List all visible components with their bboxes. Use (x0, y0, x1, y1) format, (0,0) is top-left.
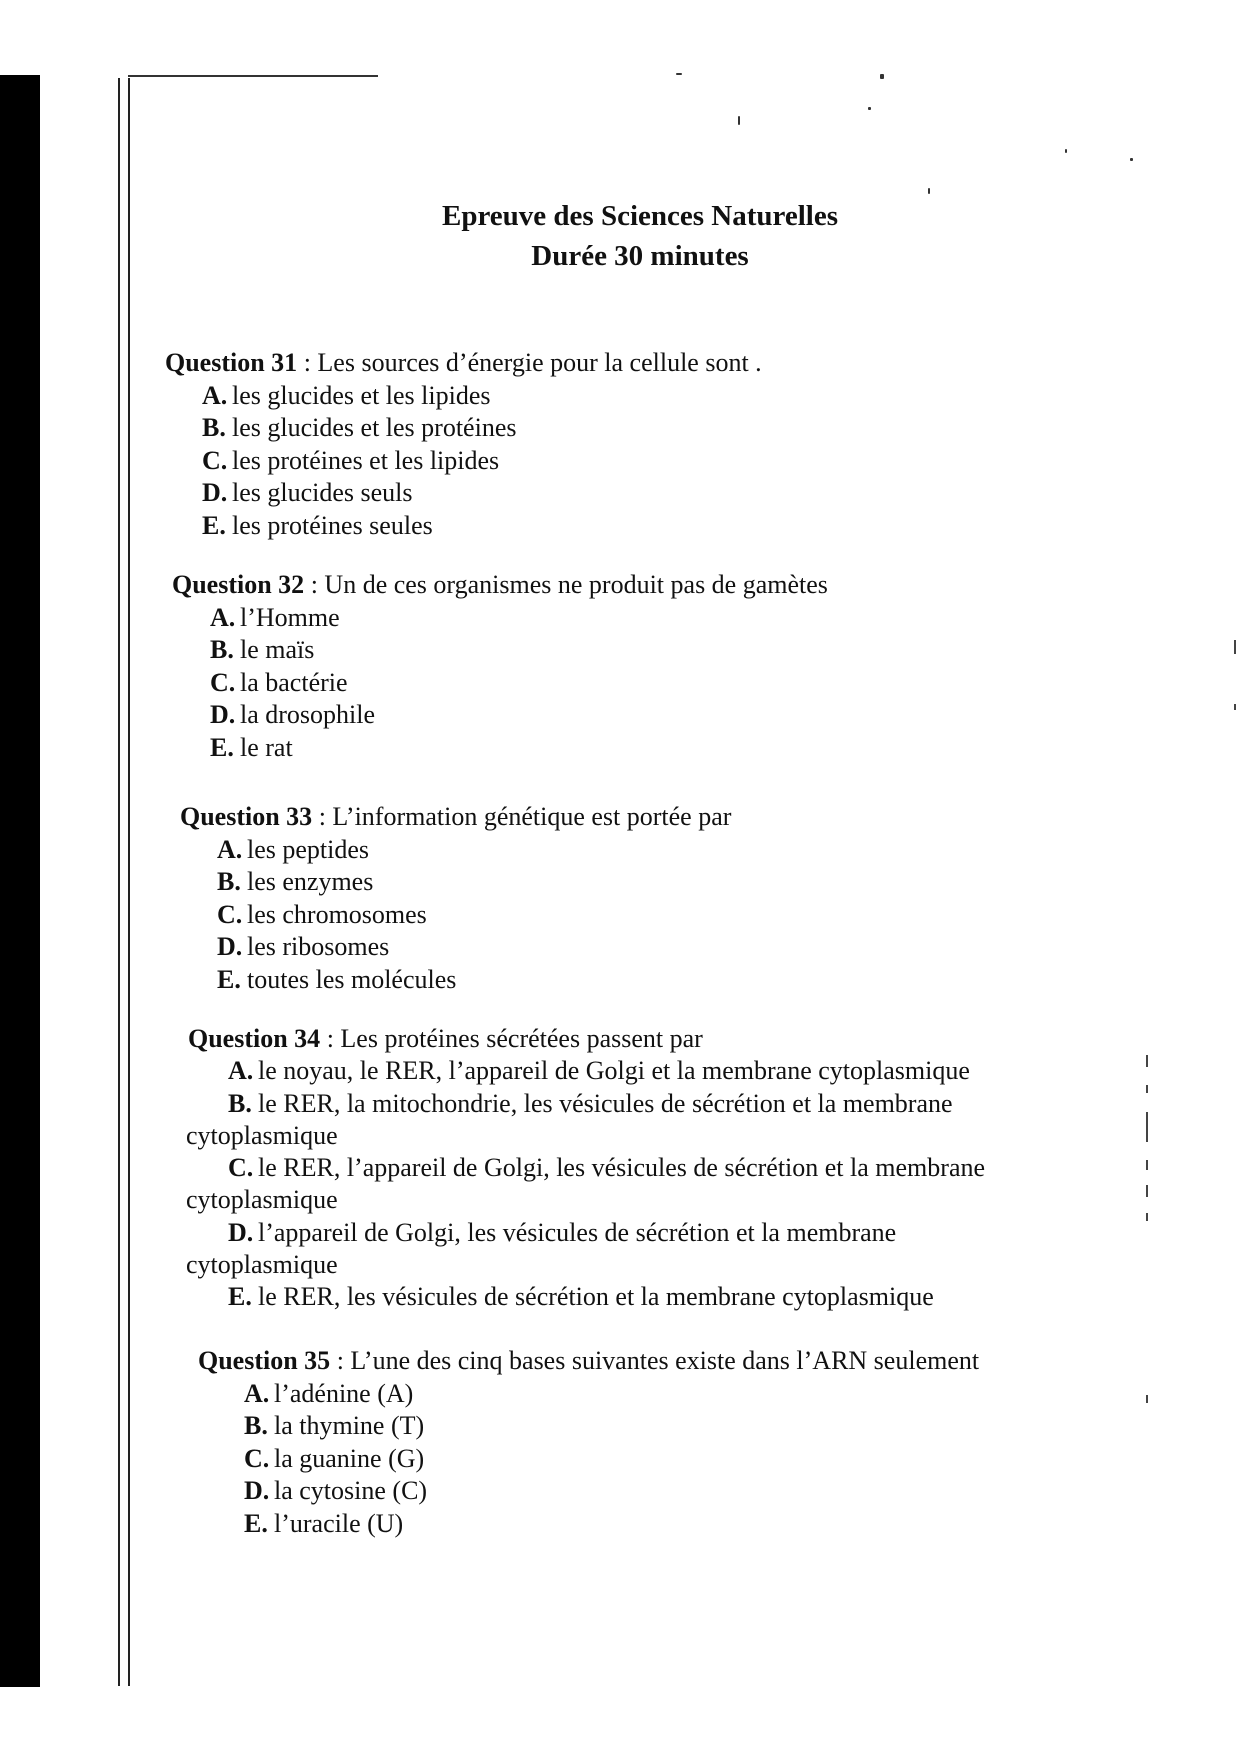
answer-option (180, 964, 731, 997)
answer-option (180, 899, 731, 932)
scan-speck (676, 73, 682, 75)
option-letter: C. (202, 445, 228, 475)
option-text: les protéines et les lipides (232, 445, 500, 475)
option-text: le noyau, le RER, l’appareil de Golgi et la membrane cytoplasmique (258, 1056, 970, 1086)
question-header (180, 801, 731, 834)
option-text: les ribosomes (247, 932, 390, 961)
answer-option (180, 931, 731, 964)
option-continuation: cytoplasmique (186, 1250, 338, 1280)
option-letter: D. (210, 700, 236, 729)
scan-mark (1146, 1055, 1148, 1067)
answer-option (198, 1410, 979, 1443)
option-text: le rat (240, 732, 293, 762)
scan-mark (1146, 1213, 1148, 1221)
option-letter: C. (217, 899, 243, 929)
margin-rule-inner (128, 78, 130, 1686)
option-letter: C. (228, 1153, 254, 1183)
question-label: Question 32 (172, 570, 305, 599)
answer-option (165, 510, 762, 543)
option-continuation: cytoplasmique (186, 1185, 338, 1215)
option-text: le RER, la mitochondrie, les vésicules de sécrétion et la membrane (258, 1088, 953, 1118)
question-label: Question 34 (188, 1024, 321, 1053)
option-text: les peptides (247, 834, 370, 864)
question-text: : Un de ces organismes ne produit pas de gamètes (310, 570, 828, 599)
answer-option (188, 1088, 985, 1120)
option-letter: E. (228, 1282, 252, 1312)
answer-option (165, 445, 762, 478)
option-text: les glucides et les protéines (232, 413, 517, 442)
option-letter: A. (202, 380, 228, 410)
answer-option (172, 602, 828, 635)
answer-option (188, 1281, 985, 1313)
option-letter: E. (244, 1508, 268, 1538)
top-rule (128, 75, 378, 77)
answer-option (180, 834, 731, 867)
question-header (188, 1023, 985, 1055)
question-label: Question 35 (198, 1346, 331, 1375)
option-text: toutes les molécules (247, 964, 457, 994)
option-letter: D. (217, 932, 243, 961)
answer-option (165, 412, 762, 445)
option-text: la cytosine (C) (274, 1476, 428, 1505)
scan-speck (738, 116, 740, 125)
option-letter: B. (228, 1088, 252, 1118)
answer-option (198, 1508, 979, 1541)
option-text: les glucides seuls (232, 478, 413, 507)
option-letter: D. (202, 478, 228, 507)
option-continuation: cytoplasmique (186, 1120, 338, 1150)
answer-option (198, 1378, 979, 1411)
question-label: Question 33 (180, 802, 313, 831)
answer-option (165, 380, 762, 413)
option-text: le maïs (240, 635, 315, 664)
answer-option (172, 732, 828, 765)
option-text: le RER, l’appareil de Golgi, les vésicules de sécrétion et la membrane (258, 1153, 986, 1183)
scan-mark (1234, 704, 1236, 710)
option-text: les protéines seules (232, 510, 433, 540)
question-label: Question 31 (165, 348, 298, 377)
option-letter: C. (244, 1443, 270, 1473)
answer-option (172, 667, 828, 700)
option-text: la guanine (G) (274, 1443, 425, 1473)
option-text: la bactérie (240, 667, 348, 697)
option-text: l’adénine (A) (274, 1378, 414, 1408)
scan-mark (1146, 1160, 1148, 1170)
option-text: les enzymes (247, 867, 374, 896)
option-letter: D. (228, 1217, 254, 1247)
option-letter: E. (202, 510, 226, 540)
answer-option (198, 1475, 979, 1508)
option-letter: A. (210, 602, 236, 632)
question-text: : Les protéines sécrétées passent par (326, 1024, 703, 1053)
scan-speck (928, 188, 930, 194)
question-text: : Les sources d’énergie pour la cellule sont . (303, 348, 762, 377)
question-header (165, 347, 762, 380)
scan-speck (868, 107, 871, 110)
option-letter: D. (244, 1476, 270, 1505)
scan-speck (1130, 158, 1133, 161)
option-letter: C. (210, 667, 236, 697)
scan-speck (1065, 149, 1067, 153)
answer-option (165, 477, 762, 510)
option-text: le RER, les vésicules de sécrétion et la membrane cytoplasmique (258, 1282, 934, 1312)
question-33 (180, 801, 731, 996)
option-letter: B. (210, 635, 234, 664)
option-text: les chromosomes (247, 899, 427, 929)
option-letter: A. (217, 834, 243, 864)
answer-option (180, 866, 731, 899)
question-34 (188, 1023, 985, 1314)
option-text: l’uracile (U) (274, 1508, 404, 1538)
question-32 (172, 569, 828, 764)
scan-speck (880, 74, 884, 79)
option-letter: A. (244, 1378, 270, 1408)
margin-rule-outer (118, 78, 120, 1686)
option-letter: A. (228, 1056, 254, 1086)
option-text: les glucides et les lipides (232, 380, 491, 410)
question-35 (198, 1345, 979, 1540)
scan-edge-shadow (0, 75, 40, 1687)
scan-mark (1146, 1185, 1148, 1197)
scan-mark (1146, 1112, 1148, 1142)
option-text: la drosophile (240, 700, 376, 729)
option-letter: B. (217, 867, 241, 896)
exam-title: Epreuve des Sciences Naturelles (441, 200, 839, 232)
option-text: la thymine (T) (274, 1411, 425, 1440)
option-text: l’appareil de Golgi, les vésicules de sécrétion et la membrane (258, 1217, 897, 1247)
answer-option (172, 634, 828, 667)
question-header (172, 569, 828, 602)
option-text: l’Homme (240, 602, 340, 632)
question-header (198, 1345, 979, 1378)
question-text: : L’une des cinq bases suivantes existe dans l’ARN seulement (336, 1346, 980, 1375)
answer-option (188, 1152, 985, 1184)
question-31 (165, 347, 762, 542)
question-text: : L’information génétique est portée par (318, 802, 732, 831)
option-letter: E. (210, 732, 234, 762)
scan-mark (1234, 640, 1236, 654)
option-letter: E. (217, 964, 241, 994)
answer-option (188, 1217, 985, 1249)
option-letter: B. (244, 1411, 268, 1440)
answer-option (188, 1055, 985, 1087)
scan-mark (1146, 1085, 1148, 1093)
exam-duration: Durée 30 minutes (531, 240, 749, 272)
answer-option (198, 1443, 979, 1476)
scan-mark (1146, 1395, 1148, 1403)
answer-option (172, 699, 828, 732)
option-letter: B. (202, 413, 226, 442)
